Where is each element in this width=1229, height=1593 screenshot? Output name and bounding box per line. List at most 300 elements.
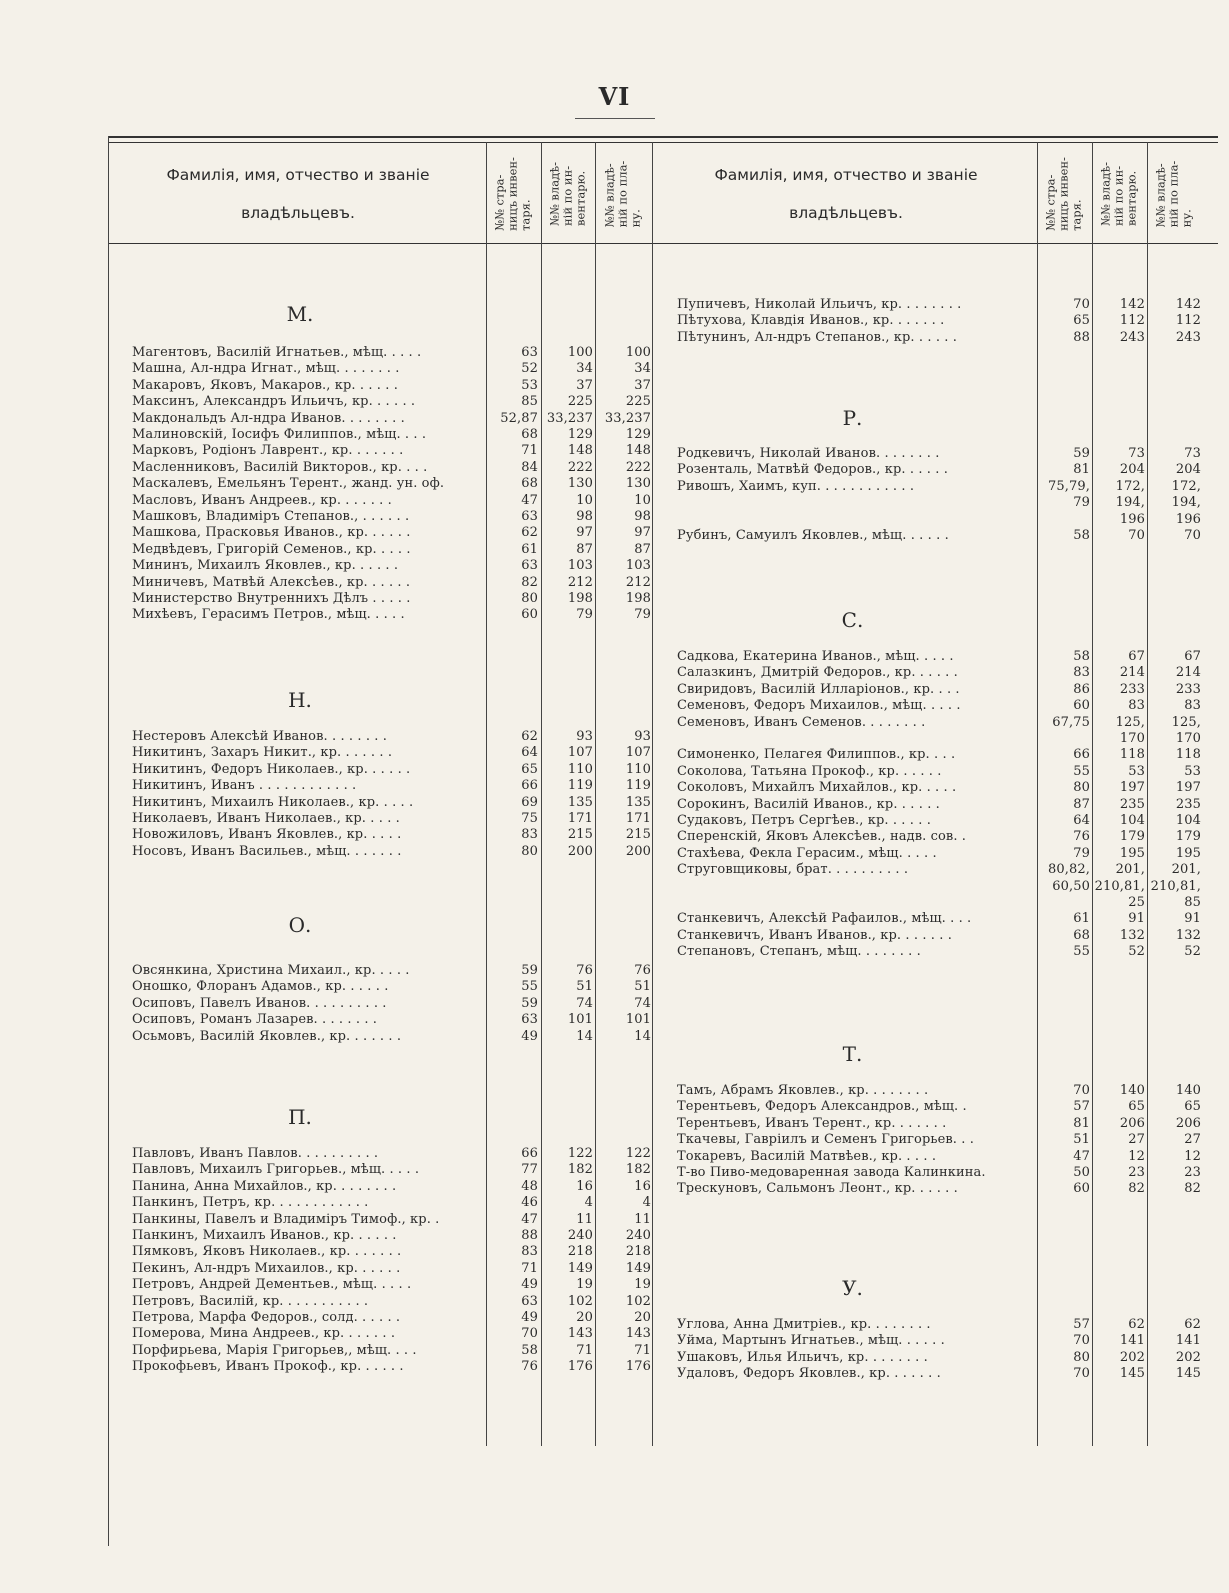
inventory-holding-no: 129	[567, 427, 593, 442]
inventory-page: 79	[1073, 845, 1090, 861]
inventory-holding-no: 71	[576, 1342, 593, 1358]
table-row	[0, 962, 1229, 979]
inventory-page: 70	[1073, 1366, 1090, 1382]
inventory-holding-no: 210,81,	[1094, 878, 1145, 894]
plan-holding-no: 233	[1175, 681, 1201, 697]
owner-name: Судаковъ, Петръ Сергѣев., кр. . . . . .	[677, 813, 931, 828]
inventory-holding-no: 140	[1119, 1083, 1145, 1098]
inventory-page: 76	[521, 1359, 538, 1375]
inventory-page: 49	[521, 1277, 538, 1293]
owner-name: Станкевичъ, Алексѣй Рафаилов., мѣщ. . . .	[677, 911, 972, 927]
owner-name: Носовъ, Иванъ Васильев., мѣщ. . . . . . .	[132, 843, 402, 859]
inventory-holding-no: 27	[1128, 1132, 1145, 1148]
table-row	[0, 1115, 1229, 1132]
inventory-holding-no: 135	[567, 794, 593, 810]
inventory-page: 83	[521, 827, 538, 843]
owner-name: Миничевъ, Матвѣй Алексѣев., кр. . . . . .	[132, 574, 411, 590]
inventory-holding-no: 200	[567, 843, 593, 859]
owner-name: Тамъ, Абрамъ Яковлев., кр. . . . . . . .	[677, 1083, 929, 1098]
plan-holding-no: 170	[1175, 731, 1201, 746]
owner-name: Никитинъ, Михаилъ Николаев., кр. . . . .	[132, 794, 414, 810]
owner-name: Свиридовъ, Василій Илларіонов., кр. . . .	[677, 681, 960, 697]
inventory-holding-no: 73	[1128, 446, 1145, 461]
inventory-holding-no: 53	[1128, 763, 1145, 779]
table-row	[0, 861, 1229, 878]
owner-name: Петровъ, Василій, кр. . . . . . . . . . .	[132, 1293, 369, 1309]
inventory-page: 80	[521, 843, 538, 859]
table-row	[0, 1332, 1229, 1349]
inventory-holding-no: 83	[1128, 698, 1145, 714]
hdr-col1-l3: таря.	[518, 199, 533, 231]
plan-holding-no: 243	[1175, 329, 1201, 345]
inventory-holding-no: 62	[1128, 1317, 1145, 1332]
owner-name: Машковъ, Владиміръ Степанов., . . . . . .	[132, 509, 410, 524]
table-top-rule	[108, 136, 1218, 138]
inventory-holding-no: 143	[567, 1326, 593, 1342]
inventory-holding-no: 222	[567, 459, 593, 475]
inventory-holding-no: 82	[1128, 1181, 1145, 1197]
inventory-page: 68	[521, 476, 538, 492]
plan-holding-no: 214	[1175, 665, 1201, 681]
owner-name: Родкевичъ, Николай Иванов. . . . . . . .	[677, 446, 940, 461]
table-row	[0, 927, 1229, 944]
owner-name: Макдональдъ Ал-ндра Иванов. . . . . . . .	[132, 410, 405, 426]
inventory-page: 87	[1073, 796, 1090, 812]
owner-name: Максинъ, Александръ Ильичъ, кр. . . . . .	[132, 394, 416, 410]
inventory-page: 58	[521, 1342, 538, 1358]
plan-holding-no: 145	[1175, 1366, 1201, 1382]
inventory-page: 80	[1073, 1349, 1090, 1365]
plan-holding-no: 103	[625, 558, 651, 574]
inventory-page: 64	[521, 745, 538, 761]
plan-holding-no: 129	[625, 427, 651, 442]
inventory-page: 67,75	[1052, 714, 1090, 730]
owner-name: Углова, Анна Дмитріев., кр. . . . . . . .	[677, 1317, 931, 1332]
plan-holding-no: 225	[625, 394, 651, 410]
table-row	[0, 461, 1229, 478]
owner-name: Ткачевы, Гавріилъ и Семенъ Григорьев. . .	[677, 1132, 974, 1148]
inventory-page: 68	[521, 427, 538, 442]
plan-holding-no: 87	[634, 541, 651, 557]
table-row	[0, 296, 1229, 313]
inventory-page: 62	[521, 525, 538, 541]
owner-name: Оношко, Флоранъ Адамов., кр. . . . . .	[132, 979, 389, 995]
inventory-holding-no: 101	[567, 1012, 593, 1028]
inventory-page: 63	[521, 1293, 538, 1309]
owner-name: Померова, Мина Андреев., кр. . . . . . .	[132, 1326, 396, 1342]
inventory-holding-no: 148	[567, 443, 593, 459]
plan-holding-no: 140	[1175, 1083, 1201, 1098]
owner-name: Марковъ, Родіонъ Лаврент., кр. . . . . . .	[132, 443, 404, 459]
inventory-holding-no: 14	[576, 1028, 593, 1044]
inventory-page: 49	[521, 1310, 538, 1325]
inventory-holding-no: 171	[567, 811, 593, 826]
table-row	[0, 557, 1229, 574]
inventory-page: 71	[521, 1260, 538, 1276]
plan-holding-no: 10	[634, 492, 651, 508]
inventory-holding-no: 37	[576, 377, 593, 393]
inventory-page: 65	[1073, 313, 1090, 329]
owner-name: Масловъ, Иванъ Андреев., кр. . . . . . .	[132, 492, 392, 508]
inventory-holding-no: 103	[567, 558, 593, 574]
table-row	[0, 478, 1229, 495]
inventory-holding-no: 12	[1128, 1148, 1145, 1164]
inventory-page: 52	[521, 361, 538, 377]
inventory-page: 47	[521, 1211, 538, 1227]
inventory-holding-no: 10	[576, 492, 593, 508]
inventory-holding-no: 91	[1128, 911, 1145, 927]
inventory-page: 63	[521, 558, 538, 574]
owner-name: Степановъ, Степанъ, мѣщ. . . . . . . .	[677, 944, 921, 960]
plan-holding-no: 91	[1184, 911, 1201, 927]
inventory-holding-no: 206	[1119, 1115, 1145, 1131]
owner-name: Розенталь, Матвѣй Федоров., кр. . . . . .	[677, 462, 948, 478]
table-row	[0, 360, 1229, 377]
inventory-holding-no: 225	[567, 394, 593, 410]
inventory-page: 63	[521, 1012, 538, 1028]
inventory-holding-no: 70	[1128, 528, 1145, 543]
table-row	[0, 527, 1229, 544]
table-row	[0, 511, 1229, 528]
plan-holding-no: 210,81,	[1150, 878, 1201, 894]
owner-name: Осиповъ, Романъ Лазарев. . . . . . . .	[132, 1012, 378, 1028]
inventory-page: 60	[521, 607, 538, 623]
owner-name: Маскалевъ, Емельянъ Терент., жанд. ун. оф.	[132, 476, 445, 492]
inventory-holding-no: 204	[1119, 462, 1145, 478]
plan-holding-no: 51	[634, 979, 651, 995]
owner-name: Салазкинъ, Дмитрій Федоров., кр. . . . . .	[677, 665, 958, 681]
owner-name: Семеновъ, Иванъ Семенов. . . . . . . .	[677, 714, 926, 730]
inventory-page: 59	[521, 963, 538, 978]
plan-holding-no: 132	[1175, 927, 1201, 943]
owner-name: Пѣтунинъ, Ал-ндръ Степанов., кр. . . . . .	[677, 329, 957, 345]
table-row	[0, 828, 1229, 845]
owner-name: Петровъ, Андрей Дементьев., мѣщ. . . . .	[132, 1277, 412, 1293]
inventory-page: 63	[521, 509, 538, 524]
plan-holding-no: 19	[634, 1277, 651, 1293]
plan-holding-no: 100	[625, 345, 651, 360]
plan-holding-no: 85	[1184, 895, 1201, 910]
inventory-holding-no: 215	[567, 827, 593, 843]
inventory-holding-no: 19	[576, 1277, 593, 1293]
section-letter: М.	[286, 302, 314, 326]
inventory-page: 85	[521, 394, 538, 410]
hdr-col3-l1: №№ владѣ-	[602, 163, 617, 228]
table-row	[0, 763, 1229, 780]
header-name-line2: владѣльцевъ.	[789, 204, 903, 222]
table-row	[0, 1098, 1229, 1115]
hdr-col3-l1: №№ владѣ-	[1153, 163, 1168, 228]
table-row	[0, 1211, 1229, 1228]
plan-holding-no: 176	[625, 1359, 651, 1375]
hdr-col1-l2: ницъ инвен-	[1056, 157, 1071, 231]
hdr-col1-l3: таря.	[1069, 199, 1084, 231]
inventory-page: 46	[521, 1195, 538, 1211]
inventory-holding-no: 235	[1119, 796, 1145, 812]
owner-name: Сперенскій, Яковъ Алексѣев., надв. сов. .	[677, 829, 967, 845]
left-header-name	[110, 156, 486, 232]
plan-holding-no: 196	[1175, 511, 1201, 527]
plan-holding-no: 16	[634, 1178, 651, 1194]
inventory-page: 60	[1073, 1181, 1090, 1197]
plan-holding-no: 112	[1175, 313, 1201, 329]
owner-name: Пямковъ, Яковъ Николаев., кр. . . . . . .	[132, 1244, 402, 1260]
table-row	[0, 746, 1229, 763]
owner-name: Прокофьевъ, Иванъ Прокоф., кр. . . . . .	[132, 1359, 404, 1375]
inventory-holding-no: 202	[1119, 1349, 1145, 1365]
inventory-page: 55	[1073, 944, 1090, 960]
inventory-page: 57	[1073, 1099, 1090, 1115]
plan-holding-no: 198	[625, 591, 651, 606]
inventory-holding-no: 11	[576, 1211, 593, 1227]
table-row	[0, 1164, 1229, 1181]
plan-holding-no: 71	[634, 1342, 651, 1358]
plan-holding-no: 222	[625, 459, 651, 475]
owner-name: Стахѣева, Фекла Герасим., мѣщ. . . . .	[677, 845, 937, 861]
hdr-col1-l1: №№ стра-	[1043, 174, 1058, 231]
hdr-col3-l3: ну.	[1179, 209, 1194, 228]
plan-holding-no: 204	[1175, 462, 1201, 478]
owner-name: Осьмовъ, Василій Яковлев., кр. . . . . . .	[132, 1028, 402, 1044]
inventory-holding-no: 112	[1119, 313, 1145, 329]
inventory-page: 66	[521, 1146, 538, 1161]
table-row	[0, 329, 1229, 346]
owner-name: Павловъ, Михаилъ Григорьев., мѣщ. . . . .	[132, 1162, 420, 1178]
inventory-holding-no: 98	[576, 509, 593, 524]
hdr-col3-l2: ній по пла-	[1166, 160, 1181, 228]
header-name-line1: Фамилія, имя, отчество и званіе	[714, 166, 978, 184]
plan-holding-no: 33,237	[604, 410, 651, 426]
inventory-page: 64	[1073, 813, 1090, 828]
table-row	[0, 779, 1229, 796]
inventory-page: 77	[521, 1162, 538, 1178]
table-row	[0, 590, 1229, 607]
plan-holding-no: 34	[634, 361, 651, 377]
inventory-holding-no: 25	[1128, 895, 1145, 910]
inventory-holding-no: 145	[1119, 1366, 1145, 1382]
inventory-holding-no: 142	[1119, 297, 1145, 312]
owner-name: Петрова, Марфа Федоров., солд. . . . . .	[132, 1310, 401, 1325]
inventory-holding-no: 176	[567, 1359, 593, 1375]
owner-name: Михѣевъ, Герасимъ Петров., мѣщ. . . . .	[132, 607, 405, 623]
inventory-page: 66	[521, 778, 538, 794]
inventory-page: 60	[1073, 698, 1090, 714]
page-number: VI	[598, 82, 631, 111]
plan-holding-no: 197	[1175, 780, 1201, 796]
plan-holding-no: 195	[1175, 845, 1201, 861]
inventory-page: 86	[1073, 681, 1090, 697]
plan-holding-no: 171	[625, 811, 651, 826]
plan-holding-no: 179	[1175, 829, 1201, 845]
inventory-page: 65	[521, 761, 538, 777]
inventory-holding-no: 51	[576, 979, 593, 995]
inventory-holding-no: 149	[567, 1260, 593, 1276]
inventory-page: 70	[1073, 1333, 1090, 1349]
owner-name: Нестеровъ Алексѣй Иванов. . . . . . . .	[132, 729, 388, 744]
inventory-page: 81	[1073, 462, 1090, 478]
table-row	[0, 445, 1229, 462]
section-letter: Н.	[288, 688, 312, 712]
section-letter: Р.	[842, 406, 863, 430]
table-row	[0, 730, 1229, 747]
plan-holding-no: 143	[625, 1326, 651, 1342]
inventory-page: 69	[521, 794, 538, 810]
plan-holding-no: 102	[625, 1293, 651, 1309]
plan-holding-no: 142	[1175, 297, 1201, 312]
plan-holding-no: 235	[1175, 796, 1201, 812]
owner-name: Макаровъ, Яковъ, Макаров., кр. . . . . .	[132, 377, 398, 393]
plan-holding-no: 76	[634, 963, 651, 978]
inventory-page: 70	[1073, 1083, 1090, 1098]
table-row	[0, 1349, 1229, 1366]
inventory-holding-no: 196	[1119, 511, 1145, 527]
header-name-line2: владѣльцевъ.	[241, 204, 355, 222]
plan-holding-no: 98	[634, 509, 651, 524]
table-top-rule-thin	[108, 142, 1218, 143]
owner-name: Симоненко, Пелагея Филиппов., кр. . . .	[677, 747, 956, 763]
inventory-page: 88	[1073, 329, 1090, 345]
plan-holding-no: 52	[1184, 944, 1201, 960]
plan-holding-no: 62	[1184, 1317, 1201, 1332]
table-row	[0, 845, 1229, 862]
inventory-holding-no: 122	[567, 1146, 593, 1161]
inventory-holding-no: 20	[576, 1310, 593, 1325]
inventory-page: 83	[521, 1244, 538, 1260]
inventory-holding-no: 170	[1119, 731, 1145, 746]
owner-name: Терентьевъ, Федоръ Александров., мѣщ. .	[677, 1099, 967, 1115]
inventory-page: 61	[1073, 911, 1090, 927]
plan-holding-no: 79	[634, 607, 651, 623]
plan-holding-no: 20	[634, 1310, 651, 1325]
plan-holding-no: 149	[625, 1260, 651, 1276]
inventory-page: 70	[521, 1326, 538, 1342]
plan-holding-no: 206	[1175, 1115, 1201, 1131]
owner-name: Никитинъ, Иванъ . . . . . . . . . . . .	[132, 778, 357, 794]
table-row	[0, 377, 1229, 394]
inventory-page: 66	[1073, 747, 1090, 763]
owner-name: Панкины, Павелъ и Владиміръ Тимоф., кр. .	[132, 1211, 440, 1227]
section-letter: О.	[288, 913, 312, 937]
hdr-col3-l3: ну.	[628, 209, 643, 228]
inventory-holding-no: 201,	[1115, 862, 1145, 878]
table-row	[0, 796, 1229, 813]
hdr-col2-l2: ній по ин-	[1111, 165, 1126, 226]
inventory-page: 80	[1073, 780, 1090, 796]
owner-name: Новожиловъ, Иванъ Яковлев., кр. . . . .	[132, 827, 402, 843]
inventory-holding-no: 67	[1128, 649, 1145, 664]
hdr-col2-l1: №№ владѣ-	[547, 162, 562, 226]
inventory-page: 88	[521, 1228, 538, 1243]
inventory-holding-no: 74	[576, 995, 593, 1011]
hdr-col1-l1: №№ стра-	[492, 174, 507, 231]
owner-name: Рубинъ, Самуилъ Яковлев., мѣщ. . . . . .	[677, 528, 949, 543]
inventory-holding-no: 100	[567, 345, 593, 360]
page-number-rule	[575, 118, 655, 119]
inventory-holding-no: 4	[584, 1195, 593, 1211]
plan-holding-no: 118	[1175, 747, 1201, 763]
owner-name: Терентьевъ, Иванъ Терент., кр. . . . . . .	[677, 1115, 947, 1131]
inventory-page: 79	[1073, 495, 1090, 511]
owner-name: Соколовъ, Михайлъ Михайлов., кр. . . . .	[677, 780, 957, 796]
plan-holding-no: 119	[625, 778, 651, 794]
table-row	[0, 312, 1229, 329]
hdr-col2-l1: №№ владѣ-	[1098, 162, 1113, 226]
owner-name: Панина, Анна Михайлов., кр. . . . . . . .	[132, 1178, 397, 1194]
owner-name: Малиновскій, Іосифъ Филиппов., мѣщ. . . .	[132, 427, 427, 442]
plan-holding-no: 194,	[1171, 495, 1201, 511]
plan-holding-no: 14	[634, 1028, 651, 1044]
inventory-page: 55	[521, 979, 538, 995]
hdr-col1-l2: ницъ инвен-	[505, 157, 520, 231]
right-header-col2	[1095, 148, 1143, 240]
plan-holding-no: 135	[625, 794, 651, 810]
table-row	[0, 697, 1229, 714]
owner-name: Никитинъ, Захаръ Никит., кр. . . . . . .	[132, 745, 393, 761]
owner-name: Николаевъ, Иванъ Николаев., кр. . . . .	[132, 811, 400, 826]
owner-name: Удаловъ, Федоръ Яковлев., кр. . . . . . .	[677, 1366, 941, 1382]
inventory-page: 60,50	[1052, 878, 1090, 894]
table-row	[0, 910, 1229, 927]
owner-name: Порфирьева, Марія Григорьев,, мѣщ. . . .	[132, 1342, 417, 1358]
left-header-col1	[489, 148, 537, 240]
inventory-holding-no: 240	[567, 1228, 593, 1243]
inventory-holding-no: 52	[1128, 944, 1145, 960]
right-header-col1	[1040, 148, 1088, 240]
inventory-page: 48	[521, 1178, 538, 1194]
inventory-holding-no: 33,237	[546, 410, 593, 426]
owner-name: Сорокинъ, Василій Иванов., кр. . . . . .	[677, 796, 940, 812]
owner-name: Ривошъ, Хаимъ, куп. . . . . . . . . . . .	[677, 478, 915, 494]
inventory-page: 59	[521, 995, 538, 1011]
owner-name: Овсянкина, Христина Михаил., кр. . . . .	[132, 963, 410, 978]
table-row	[0, 995, 1229, 1012]
inventory-holding-no: 76	[576, 963, 593, 978]
table-row	[0, 812, 1229, 829]
inventory-page: 58	[1073, 528, 1090, 543]
plan-holding-no: 104	[1175, 813, 1201, 828]
inventory-page: 62	[521, 729, 538, 744]
owner-name: Магентовъ, Василій Игнатьев., мѣщ. . . . .	[132, 345, 422, 360]
owner-name: Машкова, Прасковья Иванов., кр. . . . . .	[132, 525, 411, 541]
owner-name: Пекинъ, Ал-ндръ Михаилов., кр. . . . . .	[132, 1260, 401, 1276]
hdr-col2-l3: вентарю.	[573, 170, 588, 226]
inventory-page: 76	[1073, 829, 1090, 845]
plan-holding-no: 218	[625, 1244, 651, 1260]
table-row	[0, 648, 1229, 665]
owner-name: Никитинъ, Федоръ Николаев., кр. . . . . .	[132, 761, 411, 777]
plan-holding-no: 27	[1184, 1132, 1201, 1148]
inventory-holding-no: 214	[1119, 665, 1145, 681]
section-letter: Т.	[842, 1042, 863, 1066]
inventory-page: 52,87	[500, 410, 538, 426]
inventory-page: 58	[1073, 649, 1090, 664]
inventory-page: 80	[521, 591, 538, 606]
owner-name: Соколова, Татьяна Прокоф., кр. . . . . .	[677, 763, 942, 779]
inventory-page: 81	[1073, 1115, 1090, 1131]
plan-holding-no: 201,	[1171, 862, 1201, 878]
owner-name: Осиповъ, Павелъ Иванов. . . . . . . . . .	[132, 995, 387, 1011]
section-letter: П.	[288, 1105, 312, 1129]
table-row	[0, 1131, 1229, 1148]
table-row	[0, 664, 1229, 681]
owner-name: Пѣтухова, Клавдія Иванов., кр. . . . . . .	[677, 313, 945, 329]
inventory-holding-no: 195	[1119, 845, 1145, 861]
inventory-page: 71	[521, 443, 538, 459]
inventory-holding-no: 102	[567, 1293, 593, 1309]
table-row	[0, 1260, 1229, 1277]
plan-holding-no: 73	[1184, 446, 1201, 461]
inventory-page: 63	[521, 345, 538, 360]
